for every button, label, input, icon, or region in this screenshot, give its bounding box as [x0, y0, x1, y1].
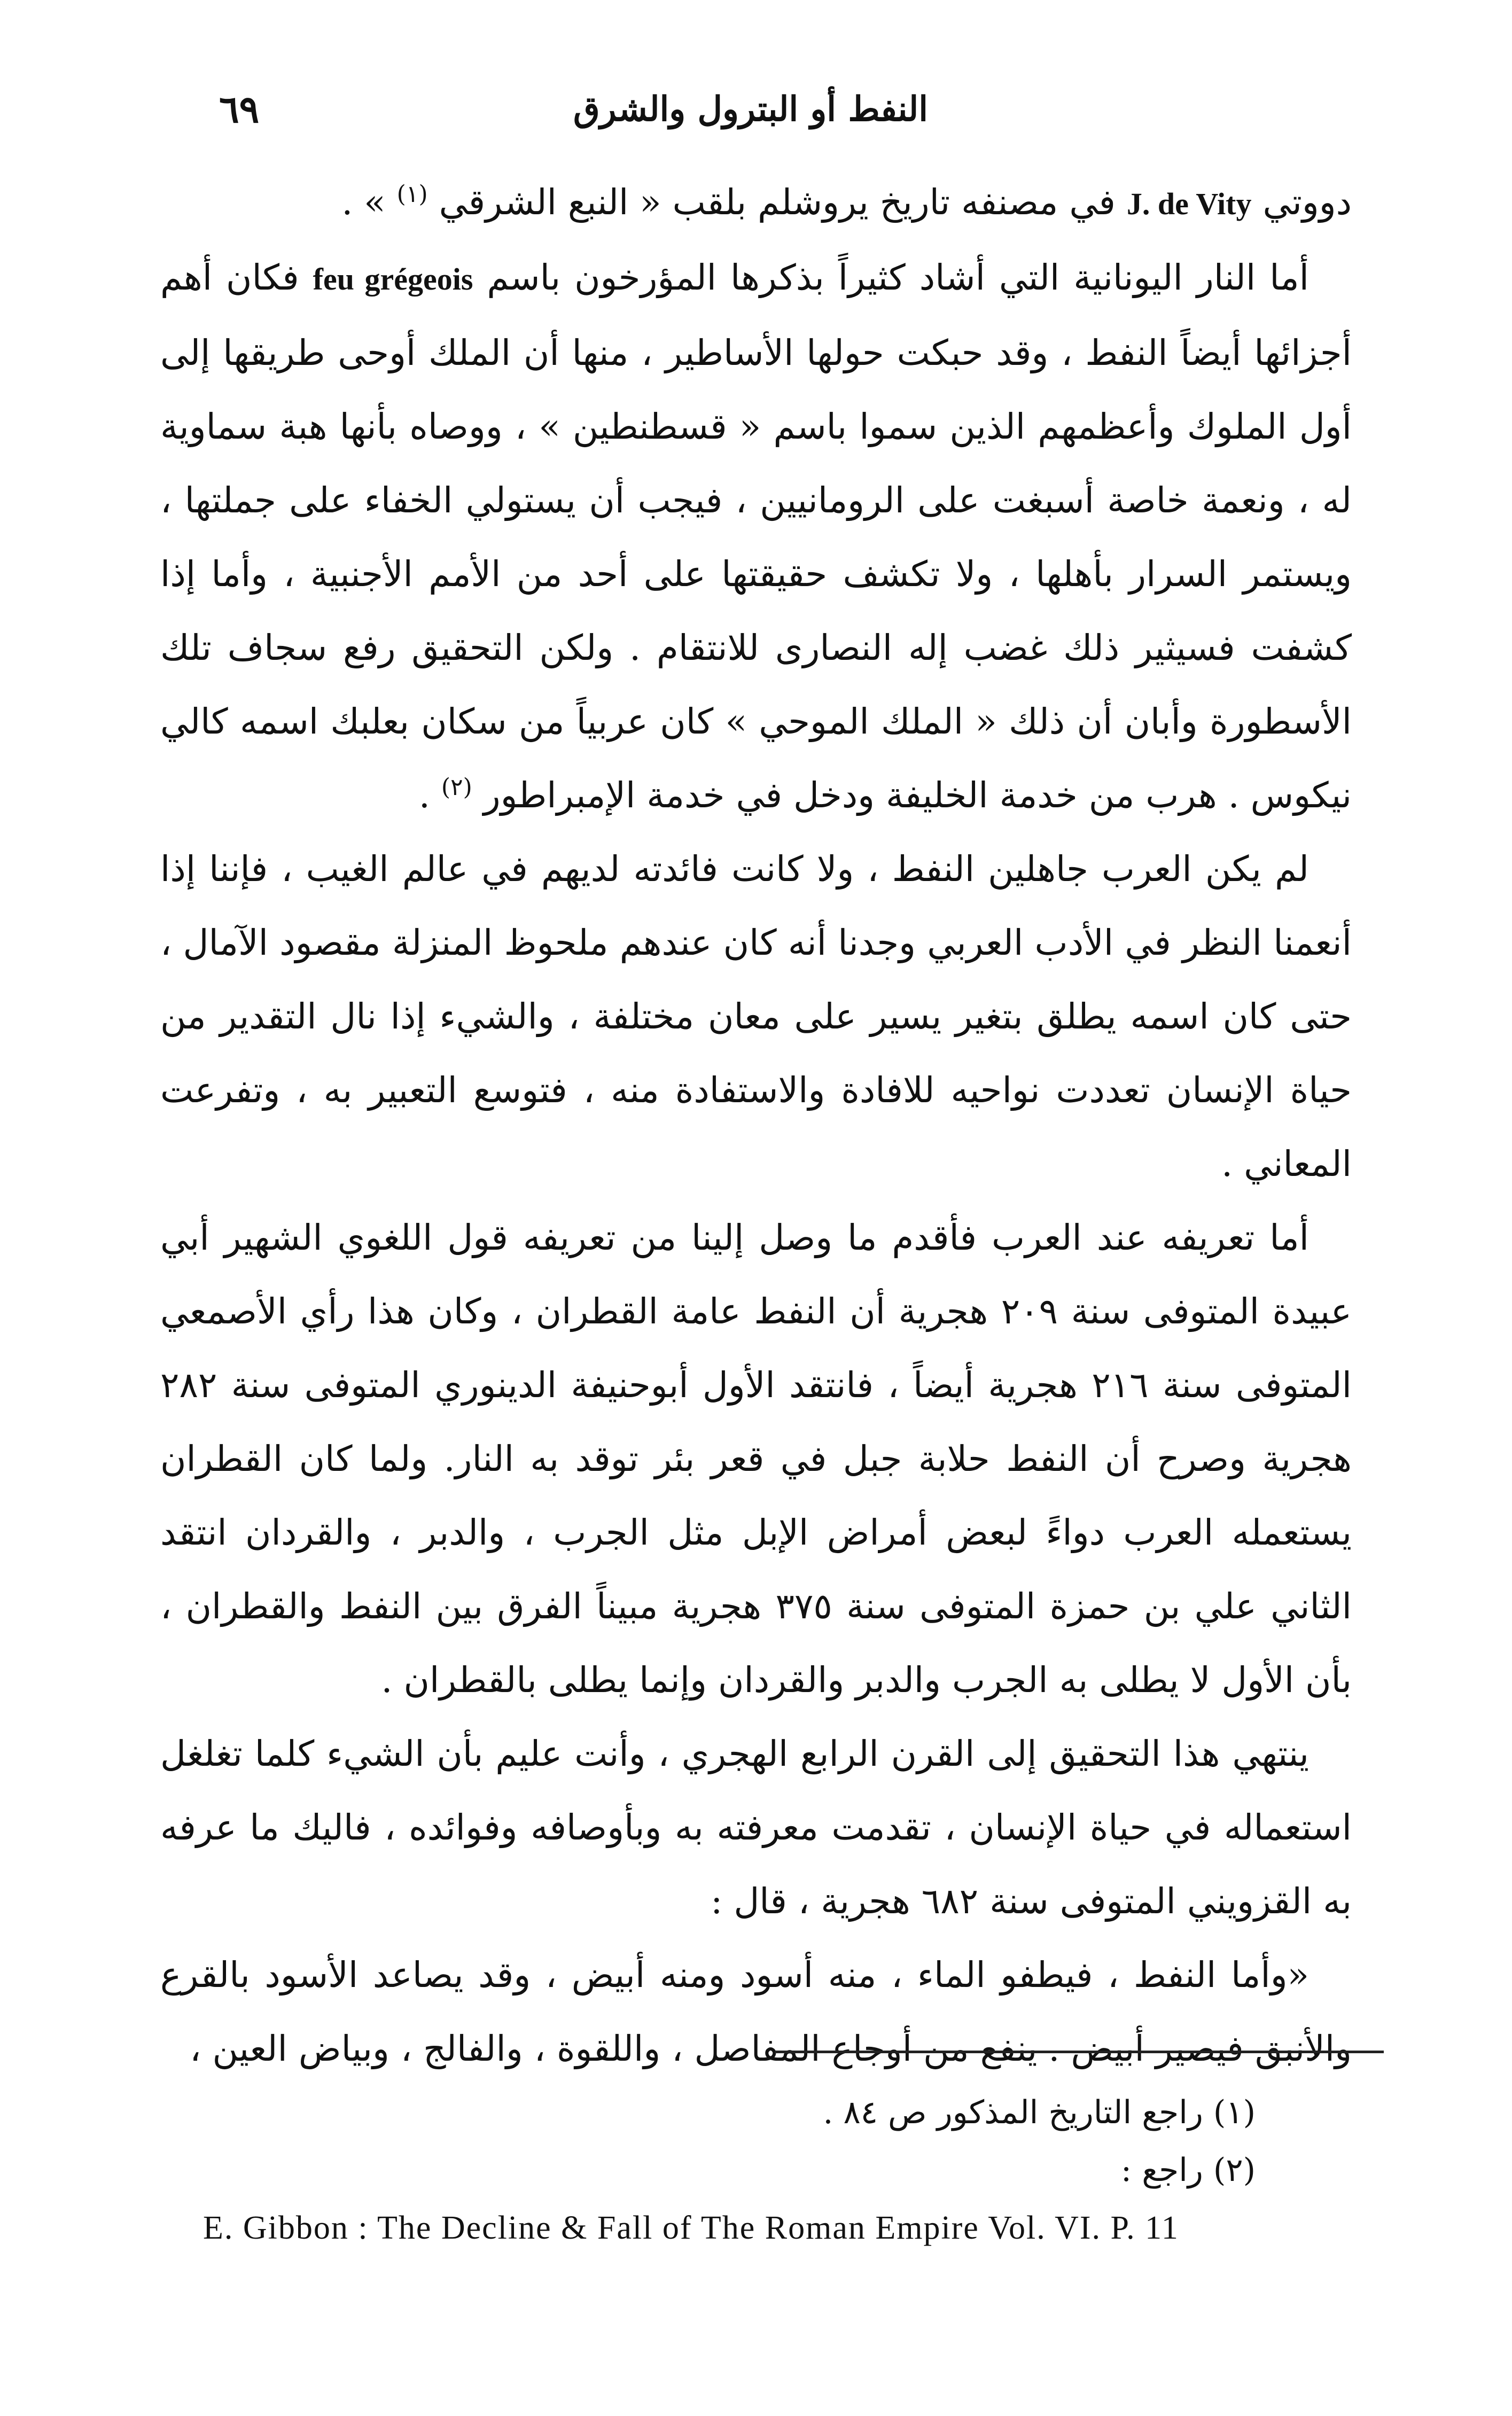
- text-run: .: [418, 775, 441, 816]
- paragraph: [160, 1717, 1352, 1938]
- footnote-2: (٢) راجع :: [1120, 2152, 1256, 2189]
- footnote-marker: (١): [396, 181, 428, 208]
- body-text: [160, 166, 1352, 2086]
- page-header: [166, 80, 1336, 144]
- footnote-marker: (٢): [441, 774, 472, 801]
- text-run: أما تعريفه عند العرب فأقدم ما وصل إلينا من تعريفه قول اللغوي الشهير أبي عبيدة المتوفى سنة ٢٠٩ هجرية أن النفط عامة القطران ، وكان هذا رأي الأصمعي المتوفى سنة ٢١٦ هجرية أيضاً ، فانتقد الأول أبوحنيفة الدينوري المتوفى سنة ٢٨٢ هجرية وصرح أن النفط حلابة جبل في قعر بئر توقد به النار. ولما كان القطران يستعمله العرب دواءً لبعض أمراض الإبل مثل الجرب ، والدبر ، والقردان انتقد الثاني علي بن حمزة المتوفى سنة ٣٧٥ هجرية مبيناً الفرق بين النفط والقطران ، بأن الأول لا يطلى به الجرب والدبر والقردان وإنما يطلى بالقطران .: [160, 1217, 1352, 1701]
- latin-term: J. de Vity: [1126, 186, 1252, 221]
- paragraph: [160, 832, 1352, 1201]
- text-run: لم يكن العرب جاهلين النفط ، ولا كانت فائدته لديهم في عالم الغيب ، فإننا إذا أنعمنا النظر في الأدب العربي وجدنا أنه كان عندهم ملحوظ المنزلة مقصود الآمال ، حتى كان اسمه يطلق بتغير يسير على معان مختلفة ، والشيء إذا نال التقدير من حياة الإنسان تعددت نواحيه للافادة والاستفادة منه ، فتوسع التعبير به ، وتفرعت المعاني .: [160, 848, 1352, 1184]
- paragraph: [160, 166, 1352, 241]
- footnote-2-reference: E. Gibbon : The Decline & Fall of The Roman Empire Vol. VI. P. 11: [203, 2210, 1179, 2246]
- page-number: ٦٩: [219, 87, 260, 131]
- paragraph: [160, 1938, 1352, 2086]
- text-run: في مصنفه تاريخ يروشلم بلقب « النبع الشرقي: [427, 182, 1127, 223]
- text-run: أما النار اليونانية التي أشاد كثيراً بذكرها المؤرخون باسم: [473, 257, 1310, 298]
- footnotes: [203, 2084, 1256, 2257]
- text-run: دووتي: [1251, 182, 1352, 223]
- text-run: فكان أهم أجزائها أيضاً النفط ، وقد حبكت حولها الأساطير ، منها أن الملك أوحى طريقها إلى أول الملوك وأعظمهم الذين سموا باسم « قسطنطين » ، ووصاه بأنها هبة سماوية له ، ونعمة خاصة أسبغت على الرومانيين ، فيجب أن يستولي الخفاء على جملتها ، ويستمر السرار بأهلها ، ولا تكشف حقيقتها على أحد من الأمم الأجنبية ، وأما إذا كشفت فسيثير ذلك غضب إله النصارى للانتقام . ولكن التحقيق رفع سجاف تلك الأسطورة وأبان أن ذلك « الملك الموحي » كان عربياً من سكان بعلبك اسمه كالي نيكوس . هرب من خدمة الخليفة ودخل في خدمة الإمبراطور: [160, 257, 1352, 816]
- text-run: ينتهي هذا التحقيق إلى القرن الرابع الهجري ، وأنت علیم بأن الشيء كلما تغلغل استعماله في حياة الإنسان ، تقدمت معرفته به وبأوصافه وفوائده ، فاليك ما عرفه به القزويني المتوفى سنة ٦٨٢ هجرية ، قال :: [160, 1733, 1352, 1922]
- footnote-divider: [775, 2051, 1384, 2053]
- paragraph: [160, 241, 1352, 832]
- text-run: «وأما النفط ، فيطفو الماء ، منه أسود ومنه أبيض ، وقد يصاعد الأسود بالقرع والأنبق فيصير أبيض . ينفع من أوجاع المفاصل ، واللقوة ، والفالج ، وبياض العين ،: [160, 1954, 1352, 2069]
- paragraph: [160, 1201, 1352, 1717]
- latin-term: feu grégeois: [313, 262, 473, 297]
- footnote-1: (١) راجع التاريخ المذكور ص ٨٤ .: [823, 2094, 1256, 2131]
- text-run: » .: [341, 182, 397, 223]
- running-title: النفط أو البترول والشرق: [573, 89, 929, 129]
